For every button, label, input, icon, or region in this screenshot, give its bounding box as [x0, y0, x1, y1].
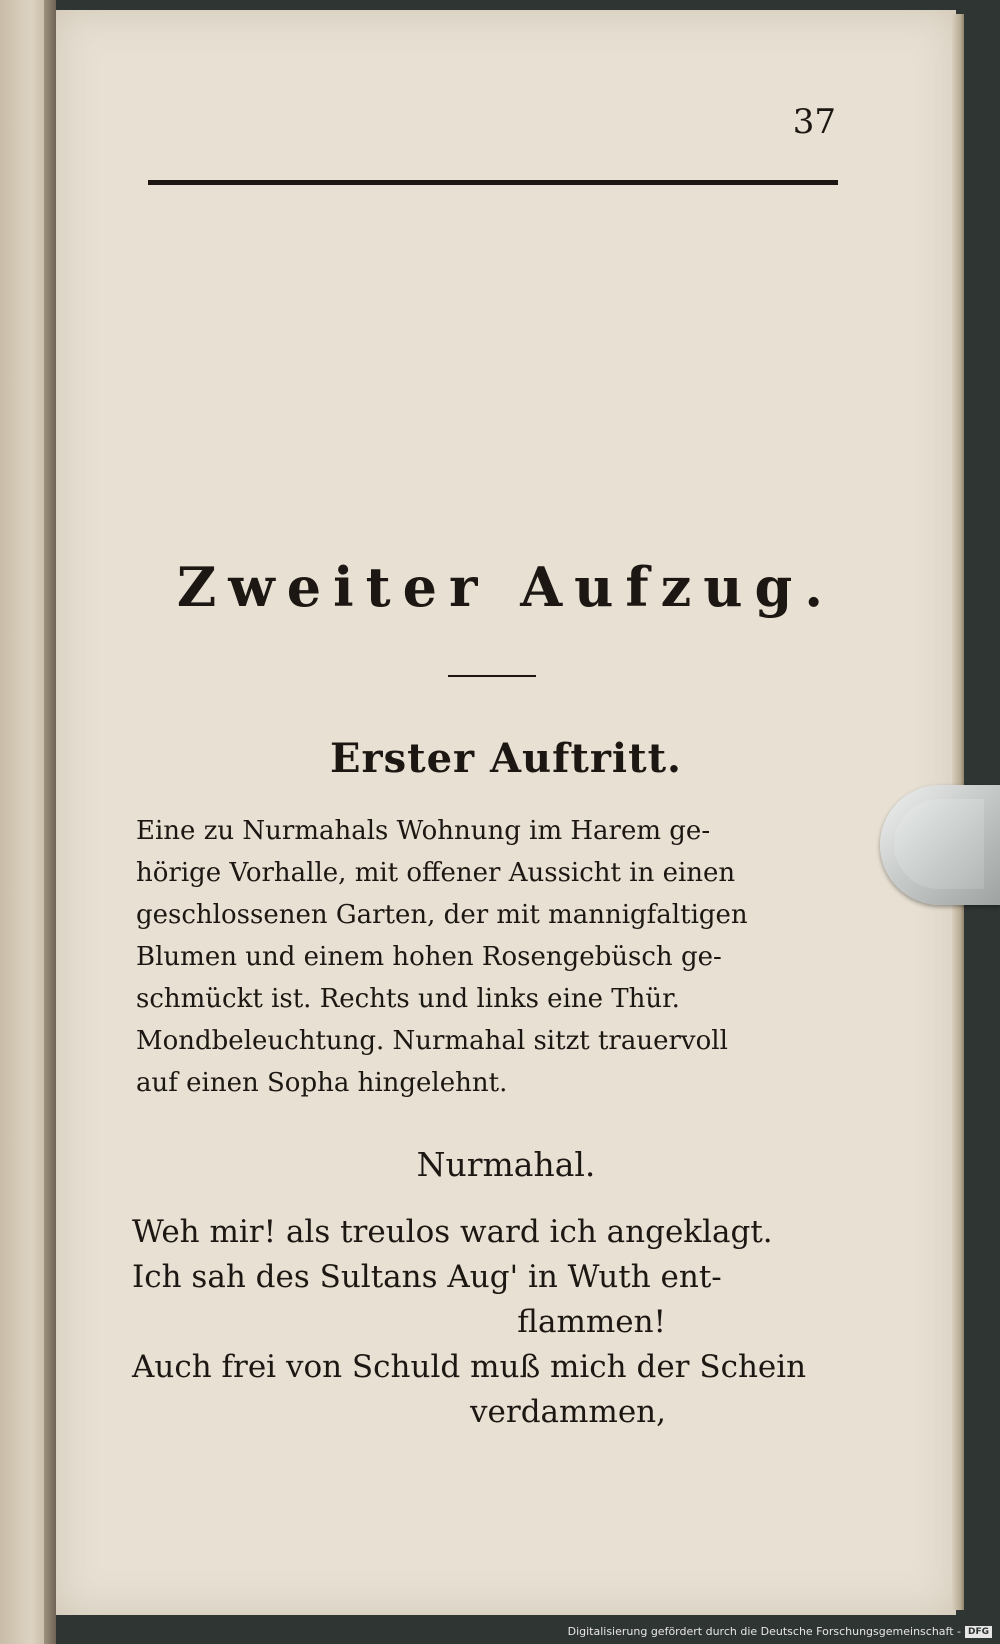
stage-direction-line: Eine zu Nurmahals Wohnung im Harem ge-	[136, 816, 711, 846]
stage-direction-line: Blumen und einem hohen Rosengebüsch ge-	[136, 942, 722, 972]
scene-title: Erster Auftritt.	[330, 735, 682, 782]
stage-direction-line: geschlossenen Garten, der mit mannigfaltigen	[136, 900, 748, 930]
verse-line-continuation: verdammen,	[470, 1394, 666, 1430]
dfg-logo: DFG	[965, 1626, 992, 1638]
verse-line-continuation: flammen!	[517, 1304, 666, 1340]
stage-direction-line: Mondbeleuchtung. Nurmahal sitzt trauervoll	[136, 1026, 728, 1056]
act-title: Zweiter Aufzug.	[176, 555, 836, 619]
header-rule	[148, 180, 838, 185]
stage-direction-line: schmückt ist. Rechts und links eine Thür.	[136, 984, 680, 1014]
digitization-credit	[568, 1625, 992, 1638]
verse-line: Auch frei von Schuld muß mich der Schein	[132, 1349, 807, 1385]
credit-text: Digitalisierung gefördert durch die Deutsche Forschungsgemeinschaft -	[567, 1625, 961, 1638]
section-divider	[448, 675, 536, 677]
verse-line: Ich sah des Sultans Aug' in Wuth ent-	[132, 1259, 722, 1295]
stage-direction	[136, 810, 826, 1104]
book-gutter	[44, 0, 56, 1644]
speaker-name: Nurmahal.	[416, 1145, 596, 1184]
stage-direction-line: hörige Vorhalle, mit offener Aussicht in einen	[136, 858, 736, 888]
verse-line: Weh mir! als treulos ward ich angeklagt.	[132, 1214, 773, 1250]
page-content	[56, 10, 956, 1615]
verse-block	[132, 1210, 832, 1435]
stage-direction-line: auf einen Sopha hingelehnt.	[136, 1068, 508, 1098]
page-number: 37	[792, 102, 836, 142]
